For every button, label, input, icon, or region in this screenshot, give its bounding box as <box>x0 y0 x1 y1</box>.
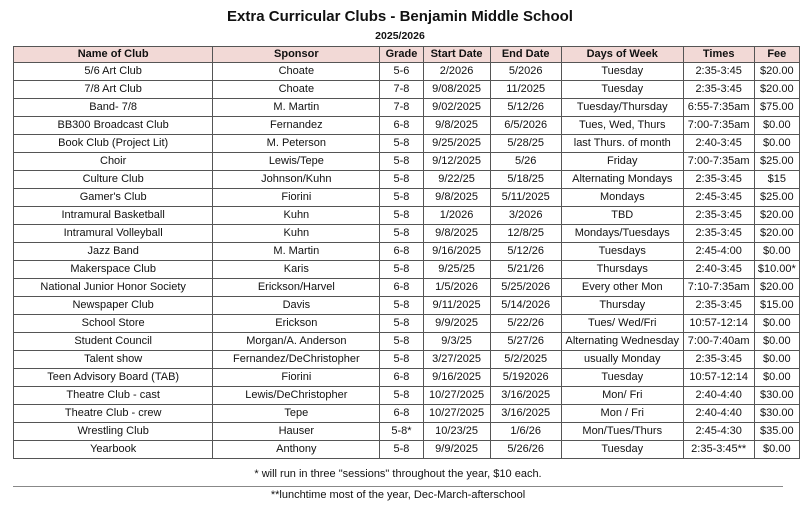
end-date-cell: 5/192026 <box>490 369 561 387</box>
sponsor-cell: Johnson/Kuhn <box>213 171 380 189</box>
end-date-cell: 3/16/2025 <box>490 387 561 405</box>
column-header: Grade <box>380 47 423 63</box>
fee-cell: $20.00 <box>754 63 799 81</box>
sponsor-cell: Anthony <box>213 441 380 459</box>
club-name-cell: Band- 7/8 <box>14 99 213 117</box>
table-row <box>14 351 800 369</box>
grade-cell: 6-8 <box>380 405 423 423</box>
sponsor-cell: Erickson/Harvel <box>213 279 380 297</box>
club-name-cell: Theatre Club - cast <box>14 387 213 405</box>
days-cell: last Thurs. of month <box>561 135 683 153</box>
clubs-table-body <box>14 63 800 459</box>
times-cell: 2:45-4:30 <box>683 423 754 441</box>
start-date-cell: 9/3/25 <box>423 333 490 351</box>
sponsor-cell: Lewis/DeChristopher <box>213 387 380 405</box>
times-cell: 10:57-12:14 <box>683 369 754 387</box>
days-cell: Alternating Wednesday <box>561 333 683 351</box>
grade-cell: 5-8 <box>380 333 423 351</box>
sponsor-cell: M. Martin <box>213 243 380 261</box>
grade-cell: 6-8 <box>380 279 423 297</box>
times-cell: 2:35-3:45 <box>683 351 754 369</box>
fee-cell: $0.00 <box>754 315 799 333</box>
grade-cell: 5-8 <box>380 153 423 171</box>
table-row <box>14 261 800 279</box>
fee-cell: $30.00 <box>754 405 799 423</box>
days-cell: Thursdays <box>561 261 683 279</box>
days-cell: TBD <box>561 207 683 225</box>
sponsor-cell: Kuhn <box>213 225 380 243</box>
times-cell: 2:40-4:40 <box>683 387 754 405</box>
club-name-cell: Jazz Band <box>14 243 213 261</box>
fee-cell: $0.00 <box>754 369 799 387</box>
days-cell: usually Monday <box>561 351 683 369</box>
days-cell: Alternating Mondays <box>561 171 683 189</box>
days-cell: Mon / Fri <box>561 405 683 423</box>
table-row <box>14 81 800 99</box>
grade-cell: 5-8 <box>380 207 423 225</box>
fee-cell: $0.00 <box>754 441 799 459</box>
days-cell: Tuesday <box>561 369 683 387</box>
grade-cell: 5-8 <box>380 351 423 369</box>
days-cell: Tuesday <box>561 441 683 459</box>
table-row <box>14 117 800 135</box>
start-date-cell: 10/23/25 <box>423 423 490 441</box>
fee-cell: $30.00 <box>754 387 799 405</box>
column-header: Sponsor <box>213 47 380 63</box>
fee-cell: $10.00* <box>754 261 799 279</box>
club-name-cell: Newspaper Club <box>14 297 213 315</box>
end-date-cell: 5/11/2025 <box>490 189 561 207</box>
table-row <box>14 135 800 153</box>
start-date-cell: 9/02/2025 <box>423 99 490 117</box>
days-cell: Tuesday/Thursday <box>561 99 683 117</box>
start-date-cell: 9/16/2025 <box>423 369 490 387</box>
table-header-row <box>14 47 800 63</box>
days-cell: Every other Mon <box>561 279 683 297</box>
grade-cell: 5-8 <box>380 171 423 189</box>
grade-cell: 5-8 <box>380 297 423 315</box>
days-cell: Tuesday <box>561 63 683 81</box>
grade-cell: 7-8 <box>380 99 423 117</box>
club-name-cell: 7/8 Art Club <box>14 81 213 99</box>
school-year: 2025/2026 <box>375 30 425 42</box>
club-name-cell: Teen Advisory Board (TAB) <box>14 369 213 387</box>
column-header: Times <box>683 47 754 63</box>
end-date-cell: 5/12/26 <box>490 243 561 261</box>
fee-cell: $0.00 <box>754 243 799 261</box>
grade-cell: 6-8 <box>380 369 423 387</box>
grade-cell: 6-8 <box>380 117 423 135</box>
club-name-cell: Choir <box>14 153 213 171</box>
times-cell: 2:35-3:45 <box>683 171 754 189</box>
times-cell: 6:55-7:35am <box>683 99 754 117</box>
table-row <box>14 423 800 441</box>
days-cell: Tues/ Wed/Fri <box>561 315 683 333</box>
grade-cell: 5-8 <box>380 189 423 207</box>
table-row <box>14 279 800 297</box>
sponsor-cell: Fiorini <box>213 369 380 387</box>
club-name-cell: Theatre Club - crew <box>14 405 213 423</box>
days-cell: Friday <box>561 153 683 171</box>
sponsor-cell: Karis <box>213 261 380 279</box>
table-row <box>14 207 800 225</box>
sponsor-cell: Lewis/Tepe <box>213 153 380 171</box>
fee-cell: $25.00 <box>754 153 799 171</box>
end-date-cell: 3/16/2025 <box>490 405 561 423</box>
footnote-divider <box>13 486 783 487</box>
grade-cell: 5-8 <box>380 135 423 153</box>
clubs-table <box>13 46 800 459</box>
table-row <box>14 387 800 405</box>
club-name-cell: Intramural Volleyball <box>14 225 213 243</box>
table-row <box>14 225 800 243</box>
times-cell: 7:00-7:40am <box>683 333 754 351</box>
fee-cell: $0.00 <box>754 117 799 135</box>
days-cell: Mondays <box>561 189 683 207</box>
club-name-cell: Gamer's Club <box>14 189 213 207</box>
table-row <box>14 63 800 81</box>
start-date-cell: 9/8/2025 <box>423 117 490 135</box>
grade-cell: 5-8 <box>380 315 423 333</box>
grade-cell: 5-8 <box>380 441 423 459</box>
start-date-cell: 9/8/2025 <box>423 189 490 207</box>
end-date-cell: 3/2026 <box>490 207 561 225</box>
table-row <box>14 189 800 207</box>
sponsor-cell: Fernandez/DeChristopher <box>213 351 380 369</box>
start-date-cell: 10/27/2025 <box>423 387 490 405</box>
end-date-cell: 5/2/2025 <box>490 351 561 369</box>
start-date-cell: 9/16/2025 <box>423 243 490 261</box>
start-date-cell: 9/9/2025 <box>423 315 490 333</box>
table-row <box>14 297 800 315</box>
table-row <box>14 369 800 387</box>
start-date-cell: 9/25/25 <box>423 261 490 279</box>
times-cell: 7:00-7:35am <box>683 117 754 135</box>
sponsor-cell: Tepe <box>213 405 380 423</box>
club-name-cell: Makerspace Club <box>14 261 213 279</box>
grade-cell: 5-8* <box>380 423 423 441</box>
page-title: Extra Curricular Clubs - Benjamin Middle School <box>227 8 573 25</box>
sponsor-cell: Fernandez <box>213 117 380 135</box>
days-cell: Thursday <box>561 297 683 315</box>
end-date-cell: 5/27/26 <box>490 333 561 351</box>
end-date-cell: 5/18/25 <box>490 171 561 189</box>
fee-cell: $20.00 <box>754 81 799 99</box>
end-date-cell: 5/26 <box>490 153 561 171</box>
start-date-cell: 9/25/2025 <box>423 135 490 153</box>
footnote-lunchtime: **lunchtime most of the year, Dec-March-afterschool <box>270 489 526 501</box>
table-row <box>14 153 800 171</box>
grade-cell: 7-8 <box>380 81 423 99</box>
club-name-cell: Intramural Basketball <box>14 207 213 225</box>
start-date-cell: 1/5/2026 <box>423 279 490 297</box>
end-date-cell: 5/2026 <box>490 63 561 81</box>
end-date-cell: 5/21/26 <box>490 261 561 279</box>
club-name-cell: Culture Club <box>14 171 213 189</box>
club-name-cell: BB300 Broadcast Club <box>14 117 213 135</box>
fee-cell: $75.00 <box>754 99 799 117</box>
times-cell: 2:35-3:45 <box>683 297 754 315</box>
fee-cell: $0.00 <box>754 333 799 351</box>
start-date-cell: 10/27/2025 <box>423 405 490 423</box>
fee-cell: $20.00 <box>754 279 799 297</box>
times-cell: 2:35-3:45 <box>683 63 754 81</box>
end-date-cell: 6/5/2026 <box>490 117 561 135</box>
end-date-cell: 5/22/26 <box>490 315 561 333</box>
start-date-cell: 3/27/2025 <box>423 351 490 369</box>
grade-cell: 5-6 <box>380 63 423 81</box>
start-date-cell: 9/11/2025 <box>423 297 490 315</box>
sponsor-cell: Morgan/A. Anderson <box>213 333 380 351</box>
start-date-cell: 9/8/2025 <box>423 225 490 243</box>
fee-cell: $35.00 <box>754 423 799 441</box>
table-row <box>14 441 800 459</box>
table-row <box>14 333 800 351</box>
end-date-cell: 5/26/26 <box>490 441 561 459</box>
club-name-cell: Talent show <box>14 351 213 369</box>
club-name-cell: Wrestling Club <box>14 423 213 441</box>
column-header: End Date <box>490 47 561 63</box>
club-name-cell: 5/6 Art Club <box>14 63 213 81</box>
fee-cell: $0.00 <box>754 351 799 369</box>
times-cell: 10:57-12:14 <box>683 315 754 333</box>
sponsor-cell: Choate <box>213 63 380 81</box>
sponsor-cell: M. Martin <box>213 99 380 117</box>
end-date-cell: 5/12/26 <box>490 99 561 117</box>
times-cell: 2:40-4:40 <box>683 405 754 423</box>
days-cell: Tuesdays <box>561 243 683 261</box>
days-cell: Mondays/Tuesdays <box>561 225 683 243</box>
club-name-cell: School Store <box>14 315 213 333</box>
sponsor-cell: M. Peterson <box>213 135 380 153</box>
club-name-cell: Student Council <box>14 333 213 351</box>
end-date-cell: 5/14/2026 <box>490 297 561 315</box>
start-date-cell: 1/2026 <box>423 207 490 225</box>
sponsor-cell: Choate <box>213 81 380 99</box>
column-header: Name of Club <box>14 47 213 63</box>
table-row <box>14 171 800 189</box>
table-row <box>14 405 800 423</box>
end-date-cell: 12/8/25 <box>490 225 561 243</box>
start-date-cell: 2/2026 <box>423 63 490 81</box>
club-name-cell: Book Club (Project Lit) <box>14 135 213 153</box>
end-date-cell: 11/2025 <box>490 81 561 99</box>
times-cell: 2:35-3:45 <box>683 81 754 99</box>
times-cell: 2:35-3:45 <box>683 207 754 225</box>
times-cell: 2:40-3:45 <box>683 261 754 279</box>
days-cell: Tues, Wed, Thurs <box>561 117 683 135</box>
column-header: Fee <box>754 47 799 63</box>
start-date-cell: 9/12/2025 <box>423 153 490 171</box>
times-cell: 2:40-3:45 <box>683 135 754 153</box>
fee-cell: $20.00 <box>754 207 799 225</box>
sponsor-cell: Kuhn <box>213 207 380 225</box>
fee-cell: $20.00 <box>754 225 799 243</box>
table-row <box>14 315 800 333</box>
end-date-cell: 1/6/26 <box>490 423 561 441</box>
table-row <box>14 243 800 261</box>
sponsor-cell: Erickson <box>213 315 380 333</box>
footnote-sessions: * will run in three "sessions" throughout the year, $10 each. <box>254 468 542 480</box>
days-cell: Tuesday <box>561 81 683 99</box>
fee-cell: $15 <box>754 171 799 189</box>
grade-cell: 5-8 <box>380 261 423 279</box>
times-cell: 2:35-3:45 <box>683 225 754 243</box>
times-cell: 2:35-3:45** <box>683 441 754 459</box>
grade-cell: 5-8 <box>380 387 423 405</box>
fee-cell: $0.00 <box>754 135 799 153</box>
table-row <box>14 99 800 117</box>
times-cell: 7:10-7:35am <box>683 279 754 297</box>
end-date-cell: 5/25/2026 <box>490 279 561 297</box>
grade-cell: 6-8 <box>380 243 423 261</box>
start-date-cell: 9/9/2025 <box>423 441 490 459</box>
sponsor-cell: Hauser <box>213 423 380 441</box>
days-cell: Mon/ Fri <box>561 387 683 405</box>
sponsor-cell: Fiorini <box>213 189 380 207</box>
column-header: Days of Week <box>561 47 683 63</box>
start-date-cell: 9/22/25 <box>423 171 490 189</box>
club-name-cell: National Junior Honor Society <box>14 279 213 297</box>
sponsor-cell: Davis <box>213 297 380 315</box>
start-date-cell: 9/08/2025 <box>423 81 490 99</box>
end-date-cell: 5/28/25 <box>490 135 561 153</box>
grade-cell: 5-8 <box>380 225 423 243</box>
fee-cell: $25.00 <box>754 189 799 207</box>
times-cell: 2:45-4:00 <box>683 243 754 261</box>
times-cell: 2:45-3:45 <box>683 189 754 207</box>
fee-cell: $15.00 <box>754 297 799 315</box>
days-cell: Mon/Tues/Thurs <box>561 423 683 441</box>
times-cell: 7:00-7:35am <box>683 153 754 171</box>
club-name-cell: Yearbook <box>14 441 213 459</box>
column-header: Start Date <box>423 47 490 63</box>
